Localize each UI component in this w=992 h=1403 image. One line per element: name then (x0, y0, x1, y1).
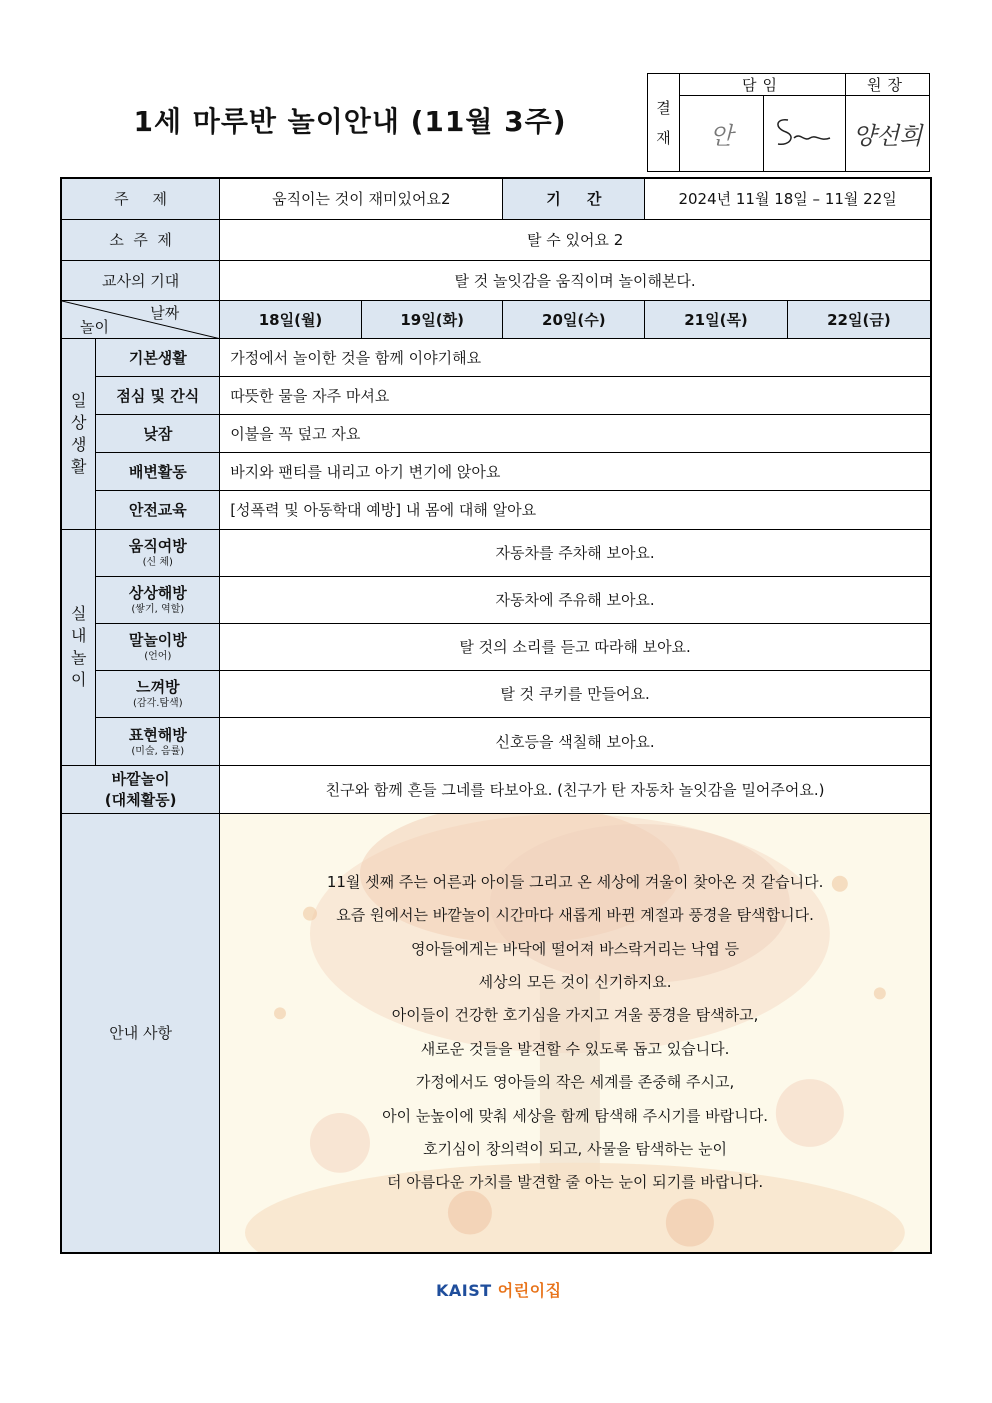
daily-row-label: 기본생활 (96, 338, 220, 376)
period-value: 2024년 11월 18일 – 11월 22일 (645, 178, 931, 219)
expectation-label: 교사의 기대 (61, 260, 220, 300)
daily-row-label: 안전교육 (96, 490, 220, 529)
director-signature: 양선희 (846, 96, 930, 172)
daily-row-label: 점심 및 간식 (96, 376, 220, 414)
signature-scribble-icon (770, 112, 840, 152)
daily-life-group-label: 일 상 생 활 (61, 338, 96, 529)
subtopic-value: 탈 수 있어요 2 (220, 219, 931, 260)
teacher-signature-2 (764, 96, 846, 172)
topic-value: 움직이는 것이 재미있어요2 (220, 178, 503, 219)
notice-line: 더 아름다운 가치를 발견할 줄 아는 눈이 되기를 바랍니다. (387, 1173, 764, 1192)
indoor-row-label: 느껴방 (감각.탐색) (96, 670, 220, 717)
indoor-row-label: 상상해방 (쌓기, 역할) (96, 576, 220, 623)
notice-line: 11월 셋째 주는 어른과 아이들 그리고 온 세상에 겨울이 찾아온 것 같습니다. (326, 872, 824, 891)
teacher-signature-1: 안 (680, 96, 764, 172)
indoor-row-label: 말놀이방 (언어) (96, 623, 220, 670)
daily-row-value: 가정에서 놀이한 것을 함께 이야기해요 (220, 338, 931, 376)
indoor-row-value: 탈 것 쿠키를 만들어요. (220, 670, 931, 717)
notice-line: 세상의 모든 것이 신기하지요. (478, 972, 672, 991)
indoor-play-group-label: 실 내 놀 이 (61, 529, 96, 765)
indoor-row-value: 신호등을 색칠해 보아요. (220, 717, 931, 765)
topic-label: 주 제 (61, 178, 220, 219)
notice-line: 가정에서도 영아들의 작은 세계를 존중해 주시고, (415, 1073, 735, 1092)
notice-label: 안내 사항 (61, 813, 220, 1253)
expectation-value: 탈 것 놀잇감을 움직이며 놀이해본다. (220, 260, 931, 300)
notice-line: 새로운 것들을 발견할 수 있도록 돕고 있습니다. (420, 1039, 730, 1058)
page-title: 1세 마루반 놀이안내 (11월 3주) (133, 105, 567, 138)
day-header: 22일(금) (787, 300, 931, 338)
indoor-row-value: 자동차에 주유해 보아요. (220, 576, 931, 623)
date-header-corner: 날짜 놀이 (61, 300, 220, 338)
notice-line: 아이들이 건강한 호기심을 가지고 겨울 풍경을 탐색하고, (391, 1006, 759, 1025)
approval-teacher-header: 담임 (680, 74, 846, 96)
notice-line: 요즘 원에서는 바깥놀이 시간마다 새롭게 바뀐 계절과 풍경을 탐색합니다. (336, 906, 814, 925)
indoor-row-value: 탈 것의 소리를 듣고 따라해 보아요. (220, 623, 931, 670)
approval-side-label: 결 재 (648, 74, 680, 172)
notice-line: 아이 눈높이에 맞춰 세상을 함께 탐색해 주시기를 바랍니다. (382, 1106, 769, 1125)
outdoor-value: 친구와 함께 흔들 그네를 타보아요. (친구가 탄 자동차 놀잇감을 밀어주어요.) (220, 765, 931, 813)
notice-text (220, 866, 930, 1200)
day-header: 20일(수) (503, 300, 645, 338)
daily-row-value: 이불을 꼭 덮고 자요 (220, 414, 931, 452)
indoor-row-label: 표현해방 (미술, 음률) (96, 717, 220, 765)
approval-box (647, 73, 930, 172)
kaist-daycare-logo: KAIST 어린이집 (436, 1281, 562, 1300)
day-header: 21일(목) (645, 300, 788, 338)
indoor-row-value: 자동차를 주차해 보아요. (220, 529, 931, 576)
daily-row-label: 낮잠 (96, 414, 220, 452)
daily-row-value: 바지와 팬티를 내리고 아기 변기에 앉아요 (220, 452, 931, 490)
notice-content (220, 813, 931, 1253)
subtopic-label: 소 주 제 (61, 219, 220, 260)
notice-line: 호기심이 창의력이 되고, 사물을 탐색하는 눈이 (423, 1139, 728, 1158)
period-label: 기 간 (503, 178, 645, 219)
indoor-row-label: 움직여방 (신 체) (96, 529, 220, 576)
day-header: 19일(화) (361, 300, 503, 338)
day-header: 18일(월) (220, 300, 362, 338)
daily-row-label: 배변활동 (96, 452, 220, 490)
approval-director-header: 원장 (846, 74, 930, 96)
daily-row-value: 따뜻한 물을 자주 마셔요 (220, 376, 931, 414)
notice-line: 영아들에게는 바닥에 떨어져 바스락거리는 낙엽 등 (411, 939, 740, 958)
daily-row-value: [성폭력 및 아동학대 예방] 내 몸에 대해 알아요 (220, 490, 931, 529)
outdoor-label: 바깥놀이 (대체활동) (61, 765, 220, 813)
schedule-table (60, 177, 932, 1254)
